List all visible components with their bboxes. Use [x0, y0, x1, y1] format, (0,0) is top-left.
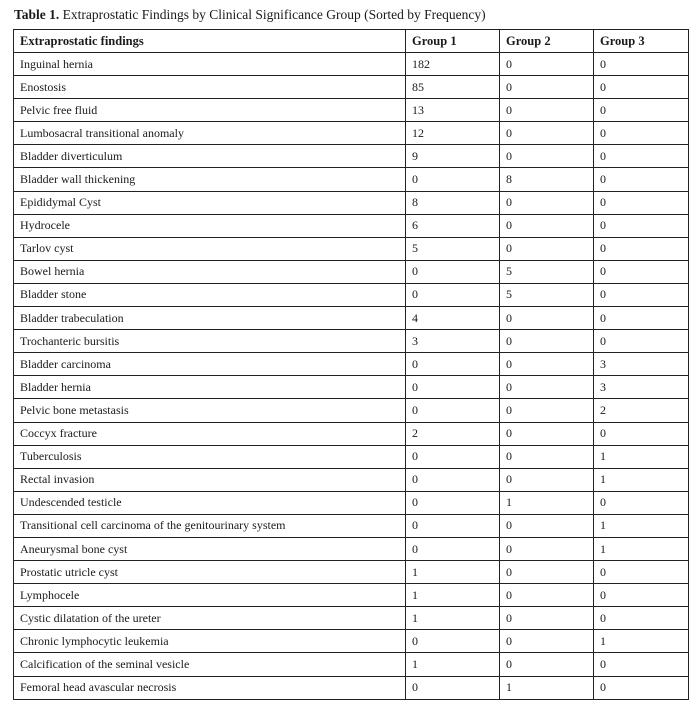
group-3-cell: 0 [594, 237, 689, 260]
group-2-cell: 0 [500, 307, 594, 330]
group-3-cell: 0 [594, 491, 689, 514]
table-row [14, 191, 689, 214]
table-caption [14, 6, 486, 24]
table-row [14, 53, 689, 76]
group-1-cell: 0 [406, 468, 500, 491]
finding-cell: Enostosis [14, 76, 406, 99]
group-1-cell: 0 [406, 676, 500, 699]
finding-cell: Bladder stone [14, 283, 406, 306]
table-caption-label: Table 1. [14, 7, 60, 22]
table-row [14, 145, 689, 168]
table-row [14, 491, 689, 514]
group-2-cell: 0 [500, 653, 594, 676]
group-2-cell: 0 [500, 537, 594, 560]
finding-cell: Bladder carcinoma [14, 353, 406, 376]
finding-cell: Cystic dilatation of the ureter [14, 607, 406, 630]
table-row [14, 630, 689, 653]
table-row [14, 376, 689, 399]
group-3-cell: 0 [594, 76, 689, 99]
table-row [14, 237, 689, 260]
group-1-cell: 182 [406, 53, 500, 76]
group-3-cell: 1 [594, 630, 689, 653]
group-3-cell: 3 [594, 376, 689, 399]
group-3-cell: 0 [594, 584, 689, 607]
group-1-cell: 0 [406, 514, 500, 537]
finding-cell: Undescended testicle [14, 491, 406, 514]
finding-cell: Femoral head avascular necrosis [14, 676, 406, 699]
finding-cell: Lumbosacral transitional anomaly [14, 122, 406, 145]
column-header-group-3: Group 3 [594, 30, 689, 53]
finding-cell: Bladder hernia [14, 376, 406, 399]
group-1-cell: 0 [406, 399, 500, 422]
group-1-cell: 0 [406, 445, 500, 468]
finding-cell: Prostatic utricle cyst [14, 561, 406, 584]
group-2-cell: 0 [500, 445, 594, 468]
group-2-cell: 0 [500, 514, 594, 537]
group-3-cell: 0 [594, 191, 689, 214]
group-2-cell: 1 [500, 491, 594, 514]
group-2-cell: 0 [500, 561, 594, 584]
table-row [14, 307, 689, 330]
finding-cell: Transitional cell carcinoma of the genitourinary system [14, 514, 406, 537]
table-body [14, 53, 689, 700]
group-2-cell: 0 [500, 584, 594, 607]
group-2-cell: 1 [500, 676, 594, 699]
group-1-cell: 1 [406, 561, 500, 584]
group-2-cell: 8 [500, 168, 594, 191]
table-row [14, 514, 689, 537]
finding-cell: Pelvic free fluid [14, 99, 406, 122]
group-2-cell: 0 [500, 237, 594, 260]
group-3-cell: 1 [594, 537, 689, 560]
table-row [14, 283, 689, 306]
group-3-cell: 0 [594, 676, 689, 699]
group-1-cell: 0 [406, 376, 500, 399]
group-2-cell: 5 [500, 283, 594, 306]
group-2-cell: 0 [500, 214, 594, 237]
group-3-cell: 0 [594, 53, 689, 76]
finding-cell: Hydrocele [14, 214, 406, 237]
finding-cell: Bladder wall thickening [14, 168, 406, 191]
finding-cell: Epididymal Cyst [14, 191, 406, 214]
group-1-cell: 0 [406, 353, 500, 376]
finding-cell: Bowel hernia [14, 260, 406, 283]
group-2-cell: 0 [500, 99, 594, 122]
table-header [14, 30, 689, 53]
group-2-cell: 0 [500, 191, 594, 214]
group-2-cell: 0 [500, 422, 594, 445]
finding-cell: Tarlov cyst [14, 237, 406, 260]
group-1-cell: 9 [406, 145, 500, 168]
group-1-cell: 0 [406, 491, 500, 514]
group-2-cell: 0 [500, 468, 594, 491]
finding-cell: Lymphocele [14, 584, 406, 607]
table-row [14, 676, 689, 699]
finding-cell: Chronic lymphocytic leukemia [14, 630, 406, 653]
finding-cell: Tuberculosis [14, 445, 406, 468]
group-2-cell: 0 [500, 76, 594, 99]
group-1-cell: 0 [406, 537, 500, 560]
group-3-cell: 0 [594, 607, 689, 630]
group-2-cell: 0 [500, 330, 594, 353]
table-row [14, 561, 689, 584]
group-3-cell: 0 [594, 330, 689, 353]
group-1-cell: 6 [406, 214, 500, 237]
table-row [14, 468, 689, 491]
finding-cell: Bladder diverticulum [14, 145, 406, 168]
group-1-cell: 0 [406, 283, 500, 306]
findings-table [13, 29, 689, 700]
table-row [14, 445, 689, 468]
table-row [14, 653, 689, 676]
group-1-cell: 5 [406, 237, 500, 260]
group-2-cell: 0 [500, 122, 594, 145]
table-row [14, 584, 689, 607]
column-header-group-1: Group 1 [406, 30, 500, 53]
finding-cell: Calcification of the seminal vesicle [14, 653, 406, 676]
group-3-cell: 0 [594, 168, 689, 191]
group-1-cell: 0 [406, 630, 500, 653]
group-3-cell: 0 [594, 260, 689, 283]
group-2-cell: 0 [500, 607, 594, 630]
group-2-cell: 0 [500, 630, 594, 653]
group-2-cell: 0 [500, 376, 594, 399]
finding-cell: Aneurysmal bone cyst [14, 537, 406, 560]
column-header-group-2: Group 2 [500, 30, 594, 53]
group-3-cell: 0 [594, 283, 689, 306]
group-2-cell: 0 [500, 145, 594, 168]
group-1-cell: 1 [406, 607, 500, 630]
finding-cell: Inguinal hernia [14, 53, 406, 76]
group-2-cell: 0 [500, 353, 594, 376]
group-1-cell: 4 [406, 307, 500, 330]
group-1-cell: 13 [406, 99, 500, 122]
group-1-cell: 3 [406, 330, 500, 353]
group-3-cell: 0 [594, 422, 689, 445]
group-1-cell: 0 [406, 260, 500, 283]
group-1-cell: 0 [406, 168, 500, 191]
group-3-cell: 0 [594, 145, 689, 168]
finding-cell: Pelvic bone metastasis [14, 399, 406, 422]
group-3-cell: 0 [594, 653, 689, 676]
group-1-cell: 85 [406, 76, 500, 99]
table-row [14, 122, 689, 145]
finding-cell: Rectal invasion [14, 468, 406, 491]
group-1-cell: 1 [406, 584, 500, 607]
finding-cell: Coccyx fracture [14, 422, 406, 445]
table-row [14, 330, 689, 353]
table-row [14, 99, 689, 122]
group-3-cell: 1 [594, 514, 689, 537]
group-3-cell: 3 [594, 353, 689, 376]
table-row [14, 422, 689, 445]
group-2-cell: 0 [500, 53, 594, 76]
table-row [14, 607, 689, 630]
table-row [14, 353, 689, 376]
table-row [14, 76, 689, 99]
finding-cell: Bladder trabeculation [14, 307, 406, 330]
group-1-cell: 12 [406, 122, 500, 145]
group-3-cell: 0 [594, 307, 689, 330]
table-row [14, 214, 689, 237]
group-2-cell: 0 [500, 399, 594, 422]
table-row [14, 537, 689, 560]
table-row [14, 260, 689, 283]
group-1-cell: 1 [406, 653, 500, 676]
group-3-cell: 2 [594, 399, 689, 422]
group-3-cell: 1 [594, 445, 689, 468]
group-3-cell: 0 [594, 214, 689, 237]
table-row [14, 168, 689, 191]
finding-cell: Trochanteric bursitis [14, 330, 406, 353]
table-caption-text: Extraprostatic Findings by Clinical Significance Group (Sorted by Frequency) [59, 7, 486, 22]
table-row [14, 399, 689, 422]
group-1-cell: 2 [406, 422, 500, 445]
group-3-cell: 0 [594, 561, 689, 584]
group-2-cell: 5 [500, 260, 594, 283]
group-3-cell: 0 [594, 99, 689, 122]
group-3-cell: 1 [594, 468, 689, 491]
column-header-findings: Extraprostatic findings [14, 30, 406, 53]
group-1-cell: 8 [406, 191, 500, 214]
header-row [14, 30, 689, 53]
group-3-cell: 0 [594, 122, 689, 145]
